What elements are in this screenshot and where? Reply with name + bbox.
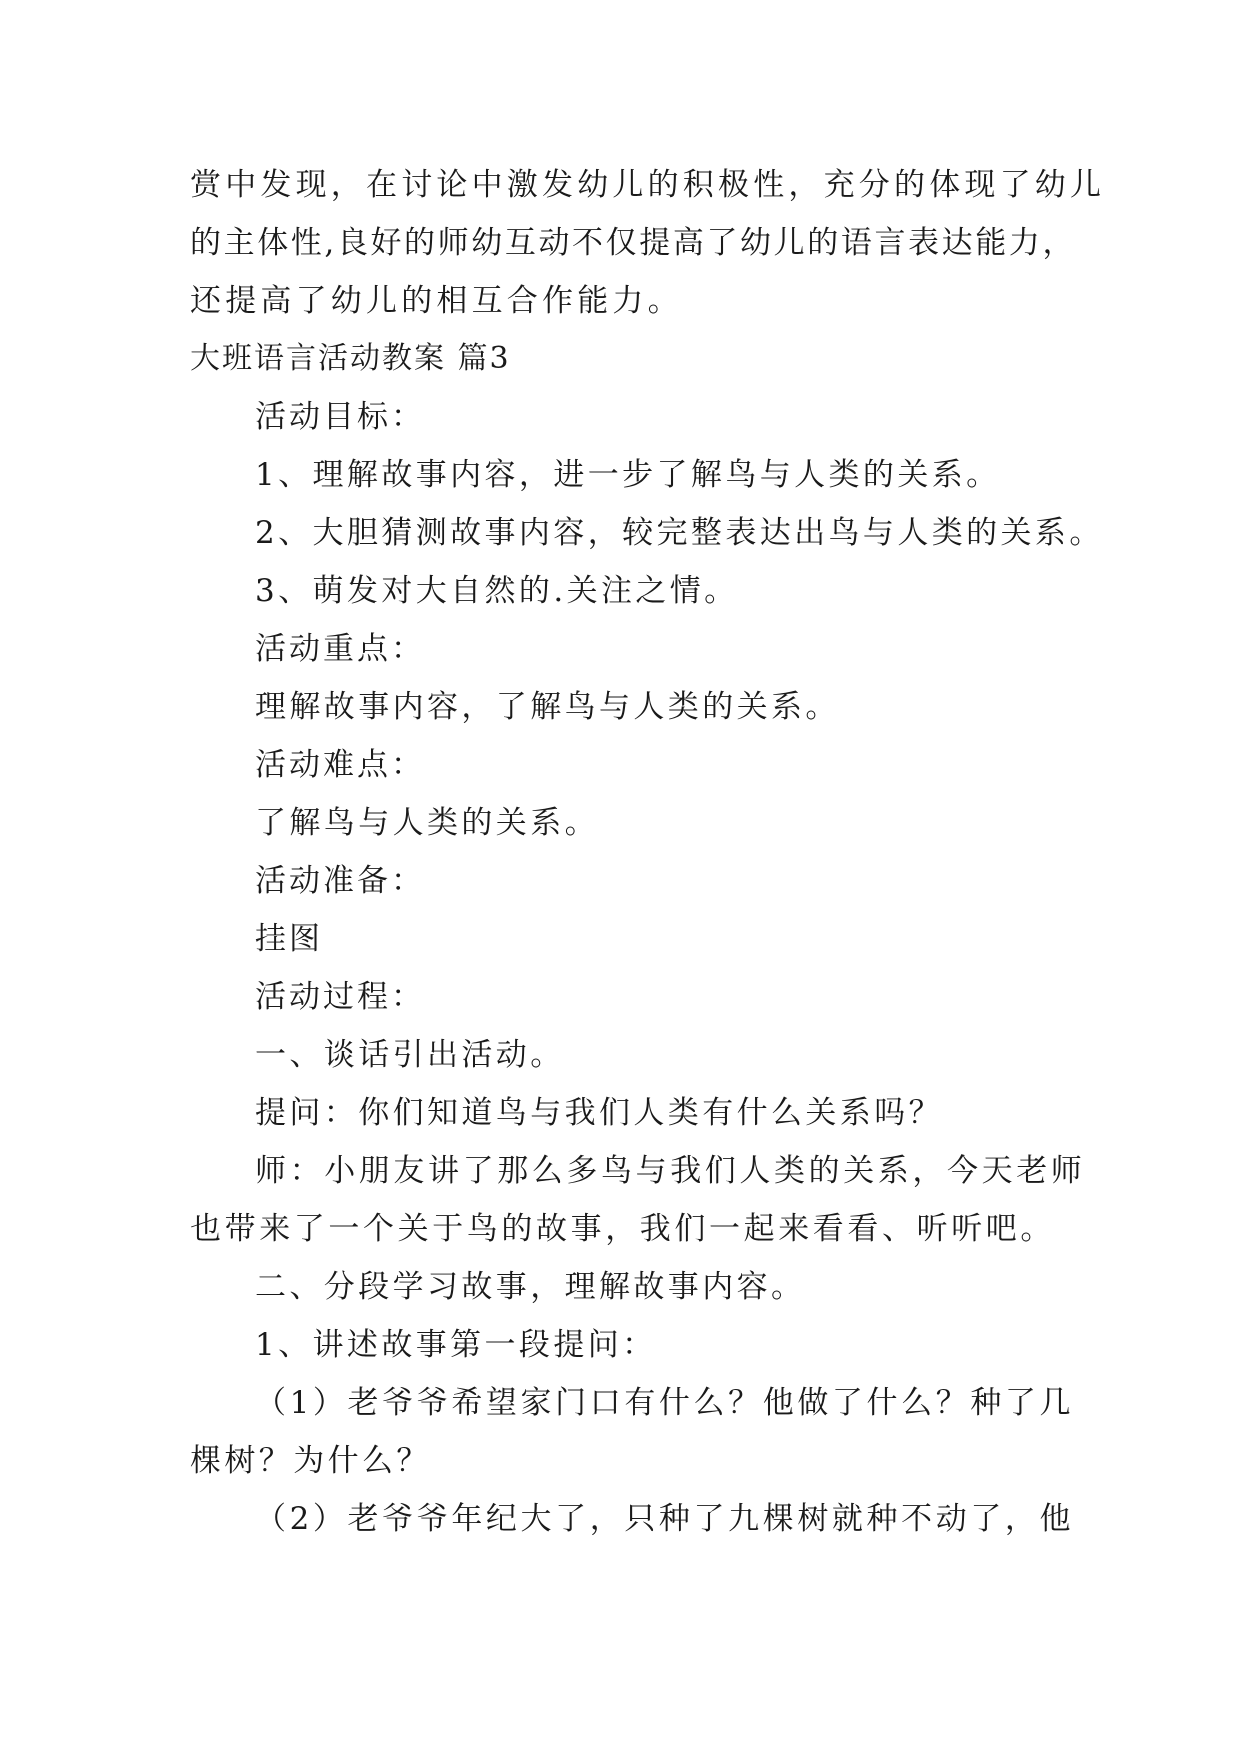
- paragraph-line: 师：小朋友讲了那么多鸟与我们人类的关系，今天老师: [255, 1153, 1086, 1189]
- goal-item: 1、理解故事内容，进一步了解鸟与人类的关系。: [255, 457, 1001, 493]
- paragraph-line: 理解故事内容，了解鸟与人类的关系。: [255, 689, 840, 725]
- paragraph-line: 还提高了幼儿的相互合作能力。: [190, 283, 683, 319]
- goal-item: 3、萌发对大自然的.关注之情。: [255, 573, 739, 609]
- paragraph-line: 一、谈话引出活动。: [255, 1037, 565, 1073]
- subheading-activity-goals: 活动目标：: [255, 399, 425, 435]
- paragraph-line: 棵树？为什么？: [190, 1443, 431, 1479]
- paragraph-line: 的主体性,良好的师幼互动不仅提高了幼儿的语言表达能力，: [190, 225, 1077, 261]
- paragraph-line: 1、讲述故事第一段提问：: [255, 1327, 657, 1363]
- paragraph-line: 挂图: [255, 921, 323, 957]
- question-item: （1）老爷爷希望家门口有什么？他做了什么？种了几: [255, 1385, 1075, 1421]
- question-item: （2）老爷爷年纪大了，只种了九棵树就种不动了，他: [255, 1501, 1075, 1537]
- goal-item: 2、大胆猜测故事内容，较完整表达出鸟与人类的关系。: [255, 515, 1104, 551]
- subheading-preparation: 活动准备：: [255, 863, 425, 899]
- subheading-difficulties: 活动难点：: [255, 747, 425, 783]
- paragraph-line: 了解鸟与人类的关系。: [255, 805, 599, 841]
- subheading-key-points: 活动重点：: [255, 631, 425, 667]
- section-heading: 大班语言活动教案 篇3: [190, 341, 511, 376]
- subheading-process: 活动过程：: [255, 979, 425, 1015]
- paragraph-line: 赏中发现，在讨论中激发幼儿的积极性，充分的体现了幼儿: [190, 167, 1106, 203]
- paragraph-line: 提问：你们知道鸟与我们人类有什么关系吗？: [255, 1095, 943, 1131]
- paragraph-line: 二、分段学习故事，理解故事内容。: [255, 1269, 806, 1305]
- paragraph-line: 也带来了一个关于鸟的故事，我们一起来看看、听听吧。: [190, 1211, 1055, 1247]
